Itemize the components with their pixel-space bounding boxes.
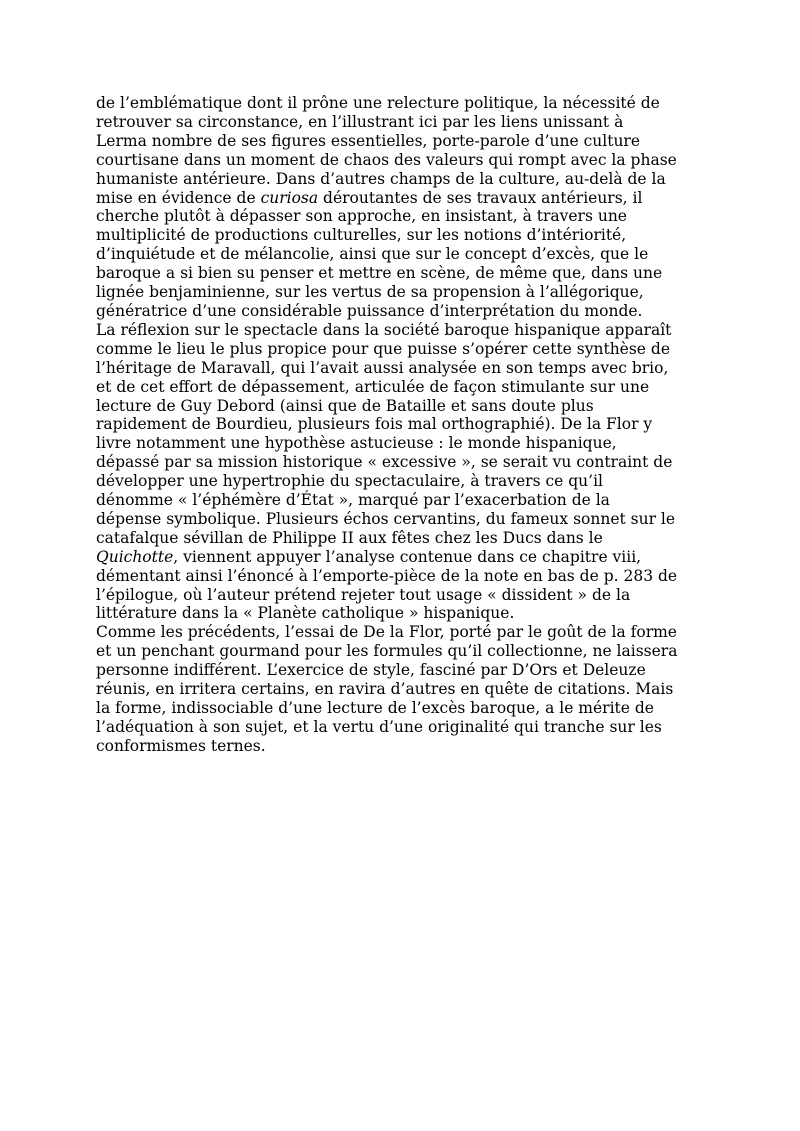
text-segment: et un penchant gourmand pour les formules qu’il collectionne, ne laissera <box>96 642 678 661</box>
text-segment: retrouver sa circonstance, en l’illustrant ici par les liens unissant à <box>96 112 624 131</box>
text-segment: livre notamment une hypothèse astucieuse : le monde hispanique, <box>96 434 617 453</box>
text-segment: dénomme « l’éphémère d’État », marqué par l’exacerbation de la <box>96 491 610 510</box>
text-line <box>96 529 710 548</box>
text-segment: humaniste antérieure. Dans d’autres champs de la culture, au-delà de la <box>96 169 666 188</box>
text-line <box>96 207 710 226</box>
italic-text: Quichotte <box>96 547 174 566</box>
text-line <box>96 283 710 302</box>
text-line <box>96 415 710 434</box>
text-line <box>96 264 710 283</box>
text-segment: baroque a si bien su penser et mettre en scène, de même que, dans une <box>96 264 663 283</box>
text-segment: et de cet effort de dépassement, articulée de façon stimulante sur une <box>96 377 650 396</box>
text-line <box>96 434 710 453</box>
paragraph <box>96 94 710 321</box>
text-segment: lecture de Guy Debord (ainsi que de Bataille et sans doute plus <box>96 396 594 415</box>
text-line <box>96 623 710 642</box>
text-segment: multiplicité de productions culturelles, sur les notions d’intériorité, <box>96 226 627 245</box>
text-segment: personne indifférent. L’exercice de style, fasciné par D’Ors et Deleuze <box>96 661 646 680</box>
text-line <box>96 699 710 718</box>
text-line <box>96 189 710 208</box>
text-segment: conformismes ternes. <box>96 736 266 755</box>
text-line <box>96 718 710 737</box>
paragraph <box>96 623 710 755</box>
paragraph <box>96 321 710 624</box>
text-segment: La réflexion sur le spectacle dans la société baroque hispanique apparaît <box>96 320 672 339</box>
text-line <box>96 302 710 321</box>
text-segment: l’adéquation à son sujet, et la vertu d’une originalité qui tranche sur les <box>96 717 662 736</box>
text-segment: Comme les précédents, l’essai de De la Flor, porté par le goût de la forme <box>96 623 677 642</box>
text-segment: mise en évidence de <box>96 188 261 207</box>
text-segment: comme le lieu le plus propice pour que puisse s’opérer cette synthèse de <box>96 339 670 358</box>
text-segment: l’héritage de Maravall, qui l’avait aussi analysée en son temps avec brio, <box>96 358 669 377</box>
text-segment: de l’emblématique dont il prône une relecture politique, la nécessité de <box>96 94 660 112</box>
text-segment: littérature dans la « Planète catholique » hispanique. <box>96 604 515 623</box>
text-segment: démentant ainsi l’énoncé à l’emporte-pièce de la note en bas de p. 283 de <box>96 566 678 585</box>
text-segment: d’inquiétude et de mélancolie, ainsi que sur le concept d’excès, que le <box>96 245 649 264</box>
text-line <box>96 548 710 567</box>
text-line <box>96 378 710 397</box>
text-line <box>96 94 710 113</box>
text-segment: courtisane dans un moment de chaos des valeurs qui rompt avec la phase <box>96 150 677 169</box>
text-line <box>96 170 710 189</box>
text-segment: dépense symbolique. Plusieurs échos cervantins, du fameux sonnet sur le <box>96 509 676 528</box>
text-line <box>96 453 710 472</box>
text-line <box>96 567 710 586</box>
text-line <box>96 397 710 416</box>
text-segment: la forme, indissociable d’une lecture de l’excès baroque, a le mérite de <box>96 699 654 717</box>
text-line <box>96 226 710 245</box>
text-segment: réunis, en irritera certains, en ravira d’autres en quête de citations. Mais <box>96 680 674 699</box>
text-segment: cherche plutôt à dépasser son approche, en insistant, à travers une <box>96 207 627 226</box>
text-line <box>96 151 710 170</box>
text-segment: déroutantes de ses travaux antérieurs, il <box>318 188 643 207</box>
text-line <box>96 586 710 605</box>
text-line <box>96 113 710 132</box>
text-line <box>96 340 710 359</box>
text-segment: catafalque sévillan de Philippe II aux fêtes chez les Ducs dans le <box>96 528 603 547</box>
text-segment: développer une hypertrophie du spectaculaire, à travers ce qu’il <box>96 472 603 491</box>
text-segment: dépassé par sa mission historique « excessive », se serait vu contraint de <box>96 453 673 472</box>
text-segment: génératrice d’une considérable puissance d’interprétation du monde. <box>96 301 643 320</box>
text-line <box>96 604 710 623</box>
text-segment: rapidement de Bourdieu, plusieurs fois mal orthographié). De la Flor y <box>96 415 653 434</box>
italic-text: curiosa <box>260 188 319 207</box>
text-segment: Lerma nombre de ses figures essentielles, porte-parole d’une culture <box>96 131 641 150</box>
text-line <box>96 737 710 756</box>
text-line <box>96 642 710 661</box>
text-line <box>96 510 710 529</box>
text-line <box>96 472 710 491</box>
text-line <box>96 132 710 151</box>
text-line <box>96 661 710 680</box>
text-line <box>96 321 710 340</box>
text-line <box>96 359 710 378</box>
text-segment: , viennent appuyer l’analyse contenue dans ce chapitre viii, <box>173 547 642 566</box>
text-line <box>96 680 710 699</box>
text-segment: l’épilogue, où l’auteur prétend rejeter tout usage « dissident » de la <box>96 585 631 604</box>
text-line <box>96 491 710 510</box>
text-segment: lignée benjaminienne, sur les vertus de sa propension à l’allégorique, <box>96 283 644 302</box>
document-body <box>96 94 710 756</box>
text-line <box>96 245 710 264</box>
